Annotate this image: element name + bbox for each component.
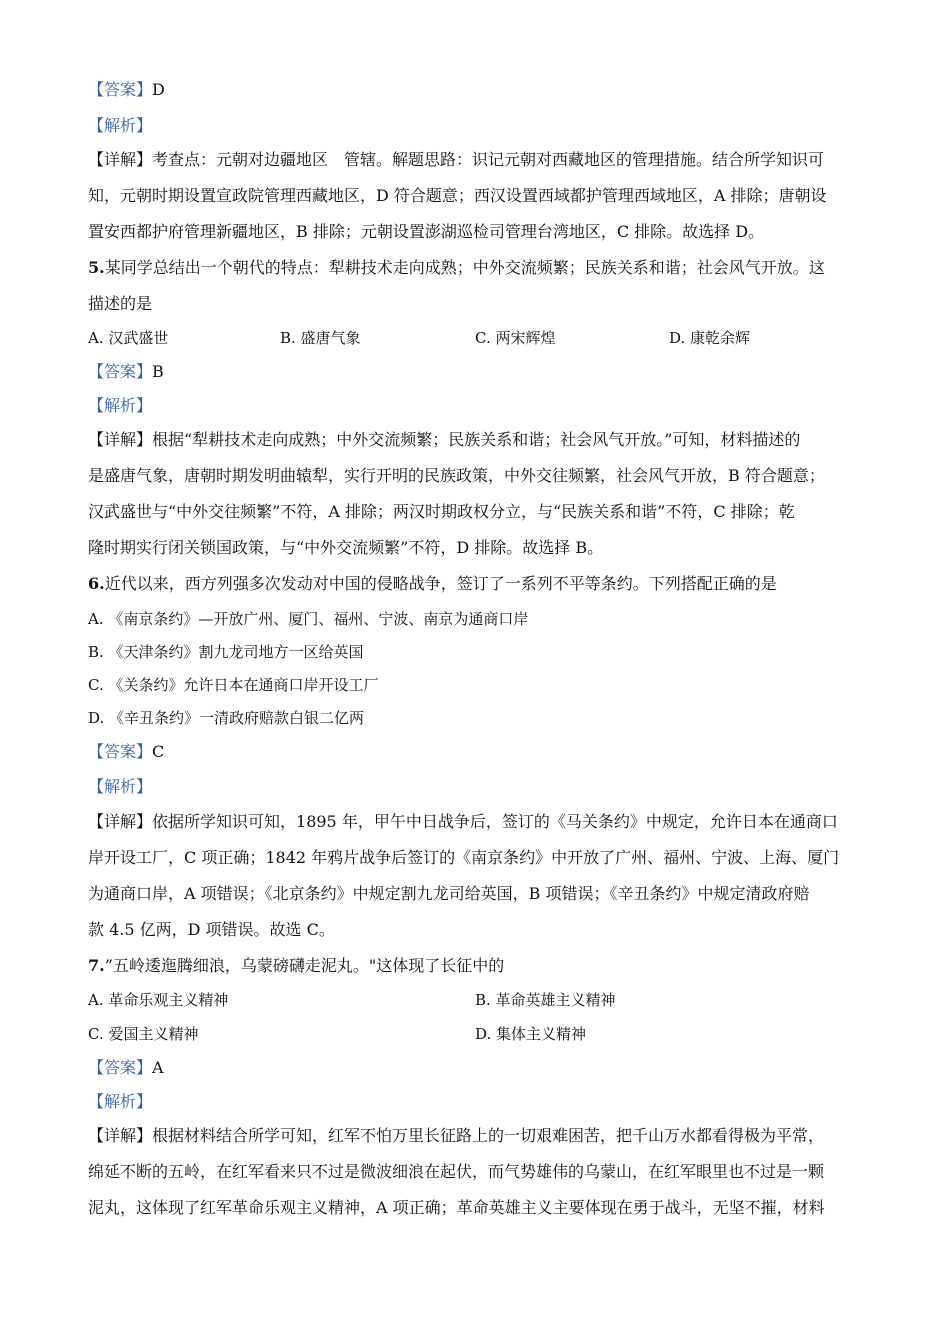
q5-detail-line: 【详解】根据“犁耕技术走向成熟；中外交流频繁；民族关系和谐；社会风气开放。”可知，材料描述的 <box>88 430 801 449</box>
q7-analysis-tag: 【解析】 <box>88 1092 153 1111</box>
detail-tag: 【详解】 <box>88 812 153 831</box>
q7-option-b: B. 革命英雄主义精神 <box>475 991 616 1009</box>
q5-option-c: C. 两宋辉煌 <box>475 329 556 347</box>
q6-detail-line: 岸开设工厂，C 项正确；1842 年鸦片战争后签订的《南京条约》中开放了广州、福州、宁波、上海、厦门 <box>88 848 840 867</box>
answer-value: A <box>152 1058 164 1077</box>
question-number: 5. <box>88 258 105 277</box>
q5-answer-line <box>88 362 164 382</box>
q6-option-c: C. 《关条约》允许日本在通商口岸开设工厂 <box>88 676 379 694</box>
q6-stem: 6.近代以来，西方列强多次发动对中国的侵略战争，签订了一系列不平等条约。下列搭配正确的是 <box>88 574 777 593</box>
q6-analysis-tag: 【解析】 <box>88 777 153 796</box>
detail-tag: 【详解】 <box>88 1126 153 1145</box>
q5-detail-line: 是盛唐气象，唐朝时期发明曲辕犁，实行开明的民族政策，中外交往频繁，社会风气开放，B 符合题意； <box>88 466 825 485</box>
q4-analysis-tag: 【解析】 <box>88 116 153 135</box>
answer-value: D <box>152 80 165 99</box>
q5-detail-line: 隆时期实行闭关锁国政策，与“中外交流频繁”不符，D 排除。故选择 B。 <box>88 538 604 557</box>
q4-detail-line: 置安西都护府管理新疆地区，B 排除；元朝设置澎湖巡检司管理台湾地区，C 排除。故选择 D。 <box>88 222 765 241</box>
q6-detail-line: 【详解】依据所学知识可知，1895 年，甲午中日战争后，签订的《马关条约》中规定，允许日本在通商口 <box>88 812 838 831</box>
q7-answer-line <box>88 1058 164 1078</box>
q7-stem: 7.”五岭逶迤腾细浪，乌蒙磅礴走泥丸。"这体现了长征中的 <box>88 956 505 975</box>
q7-detail-line: 【详解】根据材料结合所学可知，红军不怕万里长征路上的一切艰难困苦，把千山万水都看得极为平常， <box>88 1126 825 1145</box>
q5-option-d: D. 康乾余辉 <box>669 329 751 347</box>
detail-tag: 【详解】 <box>88 150 153 169</box>
q7-option-c: C. 爱国主义精神 <box>88 1025 199 1043</box>
answer-tag: 【答案】 <box>88 742 153 761</box>
q7-detail-line: 泥丸，这体现了红军革命乐观主义精神，A 项正确；革命英雄主义主要体现在勇于战斗，无坚不摧，材料 <box>88 1198 825 1217</box>
q5-stem-cont: 描述的是 <box>88 294 153 313</box>
q6-answer-line <box>88 742 164 762</box>
answer-tag: 【答案】 <box>88 1058 153 1077</box>
q5-detail-line: 汉武盛世与“中外交往频繁”不符，A 排除；两汉时期政权分立，与“民族关系和谐”不符，C 排除；乾 <box>88 502 795 521</box>
detail-tag: 【详解】 <box>88 430 153 449</box>
answer-value: B <box>152 362 164 381</box>
q5-stem: 5.某同学总结出一个朝代的特点：犁耕技术走向成熟；中外交流频繁；民族关系和谐；社会风气开放。这 <box>88 258 825 277</box>
q7-option-d: D. 集体主义精神 <box>475 1025 587 1043</box>
answer-tag: 【答案】 <box>88 362 153 381</box>
q6-option-a: A. 《南京条约》—开放广州、厦门、福州、宁波、南京为通商口岸 <box>88 610 529 628</box>
q7-detail-line: 绵延不断的五岭，在红军看来只不过是微波细浪在起伏，而气势雄伟的乌蒙山，在红军眼里也不过是一颗 <box>88 1162 825 1181</box>
question-number: 6. <box>88 574 105 593</box>
answer-value: C <box>152 742 165 761</box>
q6-detail-line: 为通商口岸，A 项错误；《北京条约》中规定割九龙司给英国，B 项错误；《辛丑条约》中规定清政府赔 <box>88 884 810 903</box>
q5-option-b: B. 盛唐气象 <box>280 329 361 347</box>
q7-option-a: A. 革命乐观主义精神 <box>88 991 229 1009</box>
q6-option-d: D. 《辛丑条约》一清政府赔款白银二亿两 <box>88 709 365 727</box>
answer-tag: 【答案】 <box>88 80 153 99</box>
q4-answer-line <box>88 80 165 100</box>
q5-option-a: A. 汉武盛世 <box>88 329 169 347</box>
q6-option-b: B. 《天津条约》割九龙司地方一区给英国 <box>88 643 364 661</box>
question-number: 7. <box>88 956 105 975</box>
q4-detail-line: 【详解】考查点：元朝对边疆地区 管辖。解题思路：识记元朝对西藏地区的管理措施。结合所学知识可 <box>88 150 825 169</box>
q4-detail-line: 知，元朝时期设置宣政院管理西藏地区，D 符合题意；西汉设置西域都护管理西域地区，A 排除；唐朝设 <box>88 186 827 205</box>
q5-analysis-tag: 【解析】 <box>88 396 153 415</box>
q6-detail-line: 款 4.5 亿两，D 项错误。故选 C。 <box>88 920 335 939</box>
